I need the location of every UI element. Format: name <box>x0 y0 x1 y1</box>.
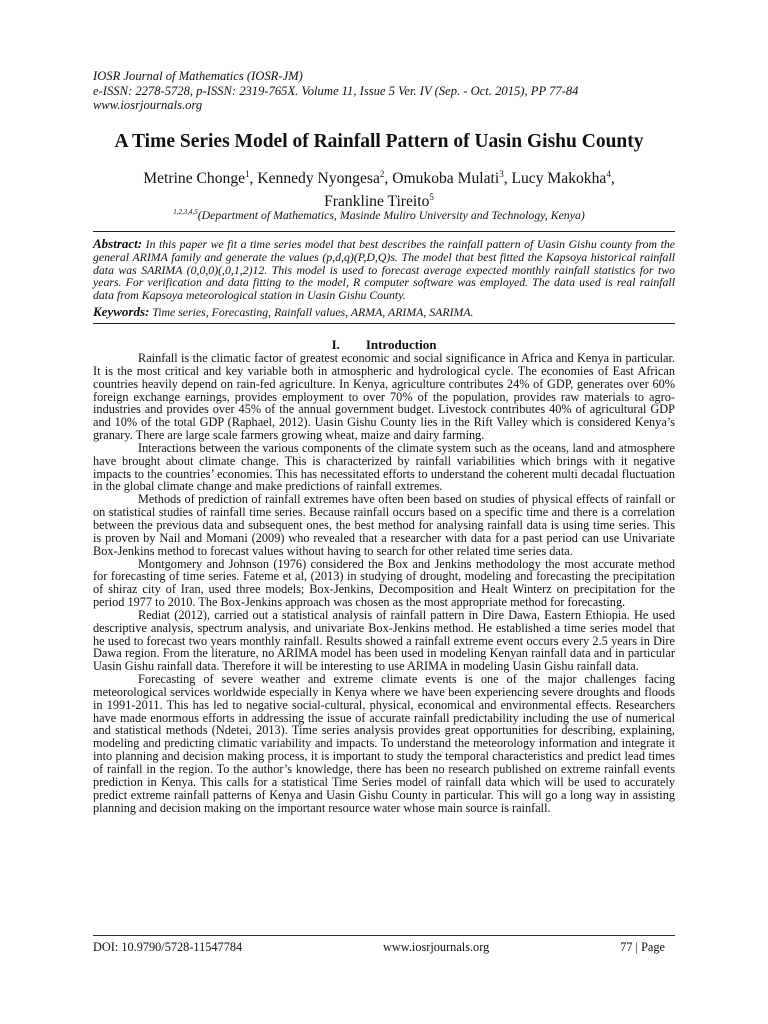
footer-divider <box>93 935 675 936</box>
keywords-text: Time series, Forecasting, Rainfall values, ARMA, ARIMA, SARIMA. <box>152 305 474 319</box>
section-number: I. <box>331 337 340 352</box>
abstract <box>93 238 675 302</box>
abstract-text: In this paper we fit a time series model that best describes the rainfall pattern of Uasin Gishu county from the general ARIMA family and generate the values (p,d,q)(P,D,Q)s. The model that best fitted the Kapsoya historical rainfall data was SARIMA (0,0,0)(,0,1,2)12. This model is used to forecast average expected monthly rainfall statistics for two years. For verification and data fitting to the model, R computer software was employed. The data used is real rainfall data from Kapsoya meteorological station in Uasin Gishu County. <box>93 237 675 303</box>
affiliation-sup: 1,2,3,4,5 <box>173 208 198 216</box>
journal-header <box>93 69 578 113</box>
journal-name: IOSR Journal of Mathematics (IOSR-JM) <box>93 69 303 83</box>
page-number: 77 | Page <box>620 940 665 954</box>
bottom-divider <box>93 323 675 324</box>
paragraph: Rainfall is the climatic factor of greatest economic and social significance in Africa and Kenya in particular. It is the most critical and key variable both in atmospheric and hydrological cycle. The economies of East African countries heavily depend on rain-fed agriculture. In Kenya, agriculture contributes 24% of GDP, generates over 60% foreign exchange earnings, provides employment to over 70% of the population, provides raw materials to agro- industries and provides over 45% of the annual government budget. Livestock contributes 40% of agricultural GDP and 10% of the total GDP (Raphael, 2012). Uasin Gishu County lies in the Rift Valley which is considered Kenya’s granary. There are large scale farmers growing wheat, maize and dairy farming. <box>93 351 675 443</box>
author-list: Metrine Chonge$^1$, Kennedy Nyongesa$^2$, Omukoba Mulati$^3$, Lucy Makokha$^4$, Frankline Tireito$^5$ <box>143 169 615 211</box>
author-sup: 4 <box>606 169 611 179</box>
abstract-label: Abstract: <box>93 236 143 251</box>
affiliation <box>93 205 665 222</box>
footer-doi: DOI: 10.9790/5728-11547784 <box>93 940 243 954</box>
author-name: Metrine Chonge <box>143 170 246 188</box>
body-text <box>93 352 675 814</box>
top-divider <box>93 231 675 232</box>
journal-website: www.iosrjournals.org <box>93 98 203 112</box>
author-name: Lucy Makokha <box>511 170 607 188</box>
journal-issn: e-ISSN: 2278-5728, p-ISSN: 2319-765X. Volume 11, Issue 5 Ver. IV (Sep. - Oct. 2015), PP 77-84 <box>93 83 579 98</box>
author-sup: 1 <box>245 169 250 179</box>
affiliation-text: (Department of Mathematics, Masinde Muliro University and Technology, Kenya) <box>197 207 585 222</box>
paragraph: Methods of prediction of rainfall extremes have often been based on studies of physical effects of rainfall or on statistical studies of rainfall time series. Because rainfall occurs based on a specific time and there is a correlation between the previous data and subsequent ones, the best method for analysing rainfall data is using time series. This is proven by Nail and Momani (2009) who revealed that a researcher with data for a past period can use Univariate Box-Jenkins method to forecast values without having to search for other related time series data. <box>93 492 675 558</box>
author-name: Frankline Tireito <box>324 193 430 211</box>
paragraph: Interactions between the various components of the climate system such as the oceans, land and atmosphere have brought about climate change. This is characterized by rainfall variabilities which brings with it negative impacts to the countries’ economies. This has necessitated efforts to understand the coherent multi decadal fluctuation in the global climate change and make predictions of rainfall extremes. <box>93 440 675 494</box>
keywords <box>93 305 675 319</box>
author-sup: 3 <box>499 169 504 179</box>
author-name: Kennedy Nyongesa <box>257 170 380 188</box>
author-sup: 2 <box>379 169 385 179</box>
author-name: Omukoba Mulati <box>392 170 500 188</box>
paragraph: Montgomery and Johnson (1976) considered the Box and Jenkins methodology the most accurate method for forecasting of time series. Fateme et al, (2013) in studying of drought, modeling and forecasting the precipitation of shiraz city of Iran, used three models; Box-Jenkins, Decomposition and Healt Winterz on precipitation for the period 1977 to 2010. The Box-Jenkins approach was chosen as the most appropriate method for forecasting. <box>93 556 675 610</box>
section-title: Introduction <box>365 337 437 352</box>
footer-website: www.iosrjournals.org <box>383 940 490 954</box>
keywords-label: Keywords: <box>93 304 150 319</box>
author-sup: 5 <box>429 192 434 203</box>
paragraph: Rediat (2012), carried out a statistical analysis of rainfall pattern in Dire Dawa, Eastern Ethiopia. He used descriptive analysis, spectrum analysis, and univariate Box-Jenkins method. He established a time series model that he used to forecast two years monthly rainfall. Results showed a rainfall extreme event occurs every 2.5 years in Dire Dawa region. From the literature, no ARIMA model has been used in modeling Kenyan rainfall data and in particular Uasin Gishu rainfall data. Therefore it will be interesting to use ARIMA in modeling Uasin Gishu rainfall data. <box>93 607 675 674</box>
paper-title: A Time Series Model of Rainfall Pattern of Uasin Gishu County <box>114 131 644 152</box>
paragraph: Forecasting of severe weather and extreme climate events is one of the major challenges facing meteorological services worldwide especially in Kenya where we have been experiencing severe droughts and floods in 1991-2011. This has led to negative social-cultural, physical, economical and environmental effects. Researchers have made enormous efforts in addressing the issue of accurate rainfall predictability including the use of numerical and statistical methods (Ndetei, 2013). Time series analysis provides great opportunities for describing, explaining, modeling and predicting climatic variability and impacts. To understand the meteorology information and integrate it into planning and decision making process, it is important to study the temporal characteristics and predict lead times of rainfall in the region. To the author’s knowledge, there has been no research published on extreme rainfall events prediction in Kenya. This calls for a statistical Time Series model of rainfall data which will be used to accurately predict extreme rainfall patterns of Kenya and Uasin Gishu County in particular. This will go a long way in assisting planning and decision making on the important resource water whose main source is rainfall. <box>93 672 675 815</box>
